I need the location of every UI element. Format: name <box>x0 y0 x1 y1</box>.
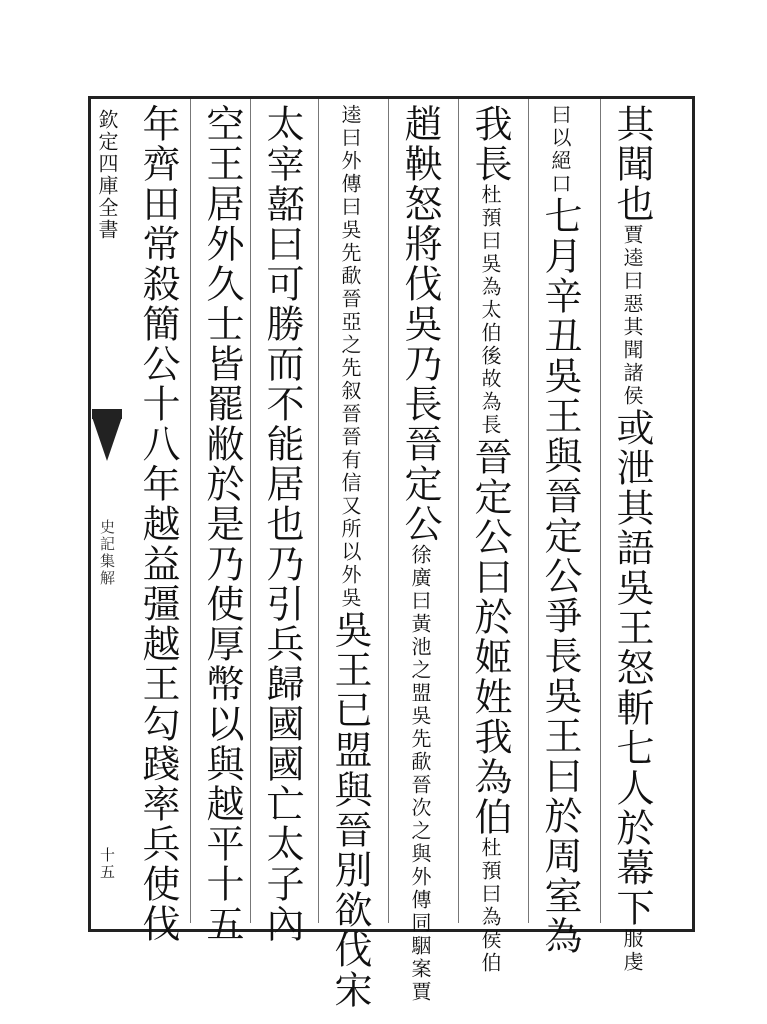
column-rule <box>318 99 319 923</box>
annotation-pair <box>478 184 502 437</box>
annotation-line: 逵曰外傳曰吳先歃晉亞之 <box>338 104 362 357</box>
text-column-3 <box>464 104 516 975</box>
annotation-line: 伯後故為長 <box>478 322 502 437</box>
annotation-line: 杜預曰 <box>478 837 502 906</box>
fish-tail-mark-triangle <box>92 417 122 461</box>
annotation-line: 服 <box>620 928 644 951</box>
main-text: 年齊田常殺簡公十八年越益彊越王勾踐率兵使伐 <box>136 104 180 944</box>
column-rule <box>528 99 529 923</box>
margin-page-number: 十五 <box>98 847 116 881</box>
column-rule <box>458 99 459 923</box>
text-column-5 <box>324 104 376 1010</box>
annotation-line: 為侯伯 <box>478 906 502 975</box>
main-text: 或泄其語吳王怒斬七人於幕下 <box>610 408 654 928</box>
main-text: 空王居外久士皆罷敝於是乃使厚幣以與越平十五 <box>200 104 244 944</box>
margin-chapter-title: 史記集解 <box>98 519 116 587</box>
main-text: 七月辛丑吳王與晉定公爭長吳王曰於周室為 <box>538 196 582 956</box>
main-text: 太宰嚭曰可勝而不能居也乃引兵歸國國亡太子內 <box>260 104 304 944</box>
annotation-line: 其聞諸侯 <box>620 316 644 408</box>
annotation-pair <box>620 928 644 974</box>
main-text: 趙鞅怒將伐吳乃長晉定公 <box>398 104 442 544</box>
column-rule <box>250 99 251 923</box>
annotation-line: 絕口 <box>548 150 572 196</box>
annotation-line: 先叙晉晉有信又所以外吳 <box>338 357 362 610</box>
annotation-line: 杜預曰吳為太 <box>478 184 502 322</box>
column-rule <box>388 99 389 923</box>
main-text: 其聞也 <box>610 104 654 224</box>
text-column-2 <box>534 104 586 956</box>
main-text: 晉定公曰於姬姓我為伯 <box>468 437 512 837</box>
text-column-4 <box>394 104 446 1004</box>
annotation-line: 晉次之與外傳同駰案賈 <box>408 774 432 1004</box>
text-column-7 <box>196 104 248 944</box>
main-text: 吳王已盟與晉別欲伐宋 <box>328 610 372 1010</box>
margin-book-title: 欽定四庫全書 <box>95 109 119 241</box>
text-column-1 <box>606 104 658 974</box>
annotation-line: 賈逵曰惡 <box>620 224 644 316</box>
annotation-pair <box>408 544 432 1004</box>
page-margin-strip <box>88 96 123 932</box>
annotation-pair <box>548 104 572 196</box>
main-text: 我長 <box>468 104 512 184</box>
column-rule <box>600 99 601 923</box>
annotation-pair <box>338 104 362 610</box>
annotation-line: 曰以 <box>548 104 572 150</box>
annotation-pair <box>620 224 644 408</box>
annotation-line: 虔 <box>620 951 644 974</box>
column-rule <box>190 99 191 923</box>
annotation-pair <box>478 837 502 975</box>
text-column-6 <box>256 104 308 944</box>
annotation-line: 徐廣曰黃池之盟吳先歃 <box>408 544 432 774</box>
text-column-8 <box>132 104 184 944</box>
